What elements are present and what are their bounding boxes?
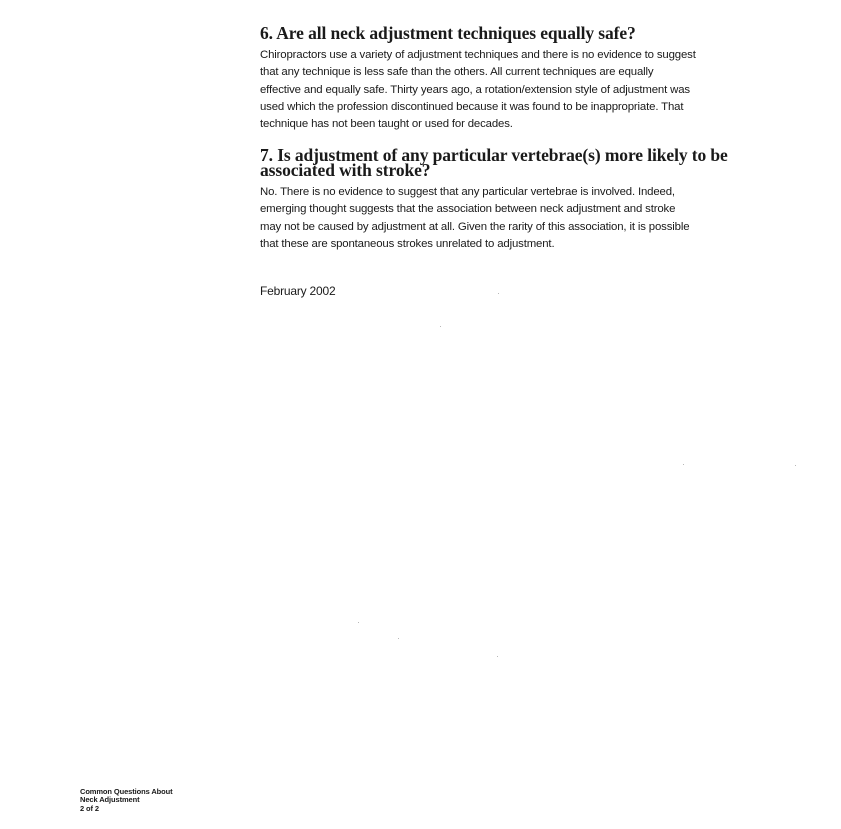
scan-speck bbox=[358, 622, 359, 623]
scan-speck bbox=[398, 638, 399, 639]
question-6-heading: 6. Are all neck adjustment techniques equally safe? bbox=[260, 23, 636, 43]
heading-line: 7. Is adjustment of any particular vertebrae(s) more likely to be bbox=[260, 145, 728, 165]
page-footer bbox=[80, 788, 173, 813]
answer-line: effective and equally safe. Thirty years ago, a rotation/extension style of adjustment was bbox=[260, 83, 690, 96]
question-6-answer bbox=[260, 47, 750, 133]
answer-line: that any technique is less safe than the others. All current techniques are equally bbox=[260, 66, 654, 79]
question-6-section bbox=[260, 23, 750, 133]
answer-line: Chiropractors use a variety of adjustment techniques and there is no evidence to suggest bbox=[260, 49, 696, 61]
answer-line: may not be caused by adjustment at all. Given the rarity of this association, it is possible bbox=[260, 220, 690, 233]
answer-line: that these are spontaneous strokes unrelated to adjustment. bbox=[260, 237, 555, 250]
answer-line: technique has not been taught or used for decades. bbox=[260, 118, 513, 131]
question-7-heading bbox=[260, 145, 750, 180]
scan-speck bbox=[498, 293, 499, 294]
answer-line: used which the profession discontinued because it was found to be inappropriate. That bbox=[260, 100, 684, 113]
page-number: 2 of 2 bbox=[80, 803, 99, 813]
heading-line: associated with stroke? bbox=[260, 160, 431, 180]
answer-line: emerging thought suggests that the association between neck adjustment and stroke bbox=[260, 203, 676, 216]
scan-speck bbox=[497, 656, 498, 657]
document-date: February 2002 bbox=[260, 284, 336, 298]
footer-subtitle: Neck Adjustment bbox=[80, 795, 140, 805]
footer-title: Common Questions About bbox=[80, 787, 173, 796]
question-7-answer bbox=[260, 184, 750, 253]
answer-line: No. There is no evidence to suggest that any particular vertebrae is involved. Indeed, bbox=[260, 186, 675, 198]
scan-speck bbox=[795, 465, 796, 466]
scan-speck bbox=[683, 464, 684, 465]
question-7-section bbox=[260, 145, 750, 253]
scan-speck bbox=[440, 326, 441, 327]
